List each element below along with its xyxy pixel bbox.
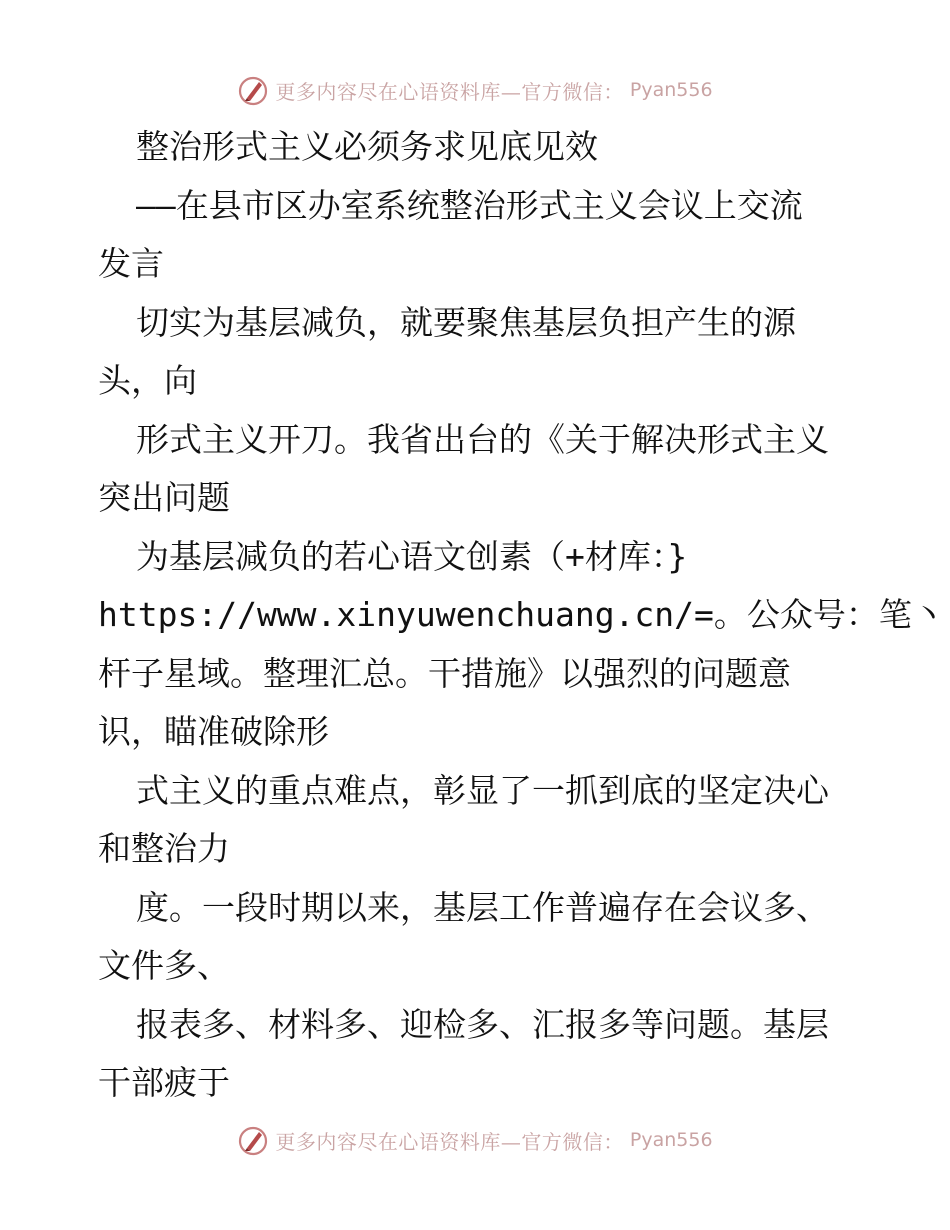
- text-line: 头，向: [98, 361, 197, 400]
- text-line: 式主义的重点难点，彰显了一抓到底的坚定决心: [136, 770, 829, 810]
- footer-banner-wechat-id: Pyan556: [629, 1129, 713, 1151]
- text-line: 度。一段时期以来，基层工作普遍存在会议多、: [136, 887, 829, 927]
- footer-banner-text: 更多内容尽在心语资料库—官方微信：: [275, 1129, 624, 1154]
- text-line: 报表多、材料多、迎检多、汇报多等问题。基层: [136, 1004, 829, 1044]
- header-banner: [0, 70, 950, 110]
- text-line: 为基层减负的若心语文创素（+材库：}: [136, 536, 688, 576]
- pen-nib-logo-icon: [237, 74, 269, 106]
- text-line: 文件多、: [98, 946, 230, 985]
- header-banner-inner: [237, 74, 712, 106]
- header-banner-wechat-id: Pyan556: [629, 79, 713, 101]
- footer-banner: [0, 1120, 950, 1160]
- footer-banner-inner: [237, 1124, 712, 1156]
- text-line: 干部疲于: [98, 1063, 230, 1102]
- text-line: 形式主义开刀。我省出台的《关于解决形式主义: [136, 419, 829, 459]
- text-line: 整治形式主义必须务求见底见效: [136, 127, 598, 166]
- text-line: 识，瞄准破除形: [98, 712, 329, 751]
- text-line: 发言: [98, 244, 164, 283]
- text-line: ——在县市区办室系统整治形式主义会议上交流: [136, 185, 803, 225]
- text-line: 突出问题: [98, 478, 230, 517]
- text-line: 和整治力: [98, 829, 230, 868]
- text-line: 杆子星域。整理汇总。干措施》以强烈的问题意: [98, 653, 791, 693]
- text-line: 切实为基层减负，就要聚焦基层负担产生的源: [136, 302, 796, 342]
- pen-nib-logo-icon: [237, 1124, 269, 1156]
- document-body: [98, 118, 945, 1113]
- text-line: https://www.xinyuwenchuang.cn/=。公众号：笔丶: [98, 595, 945, 634]
- header-banner-text: 更多内容尽在心语资料库—官方微信：: [275, 79, 624, 104]
